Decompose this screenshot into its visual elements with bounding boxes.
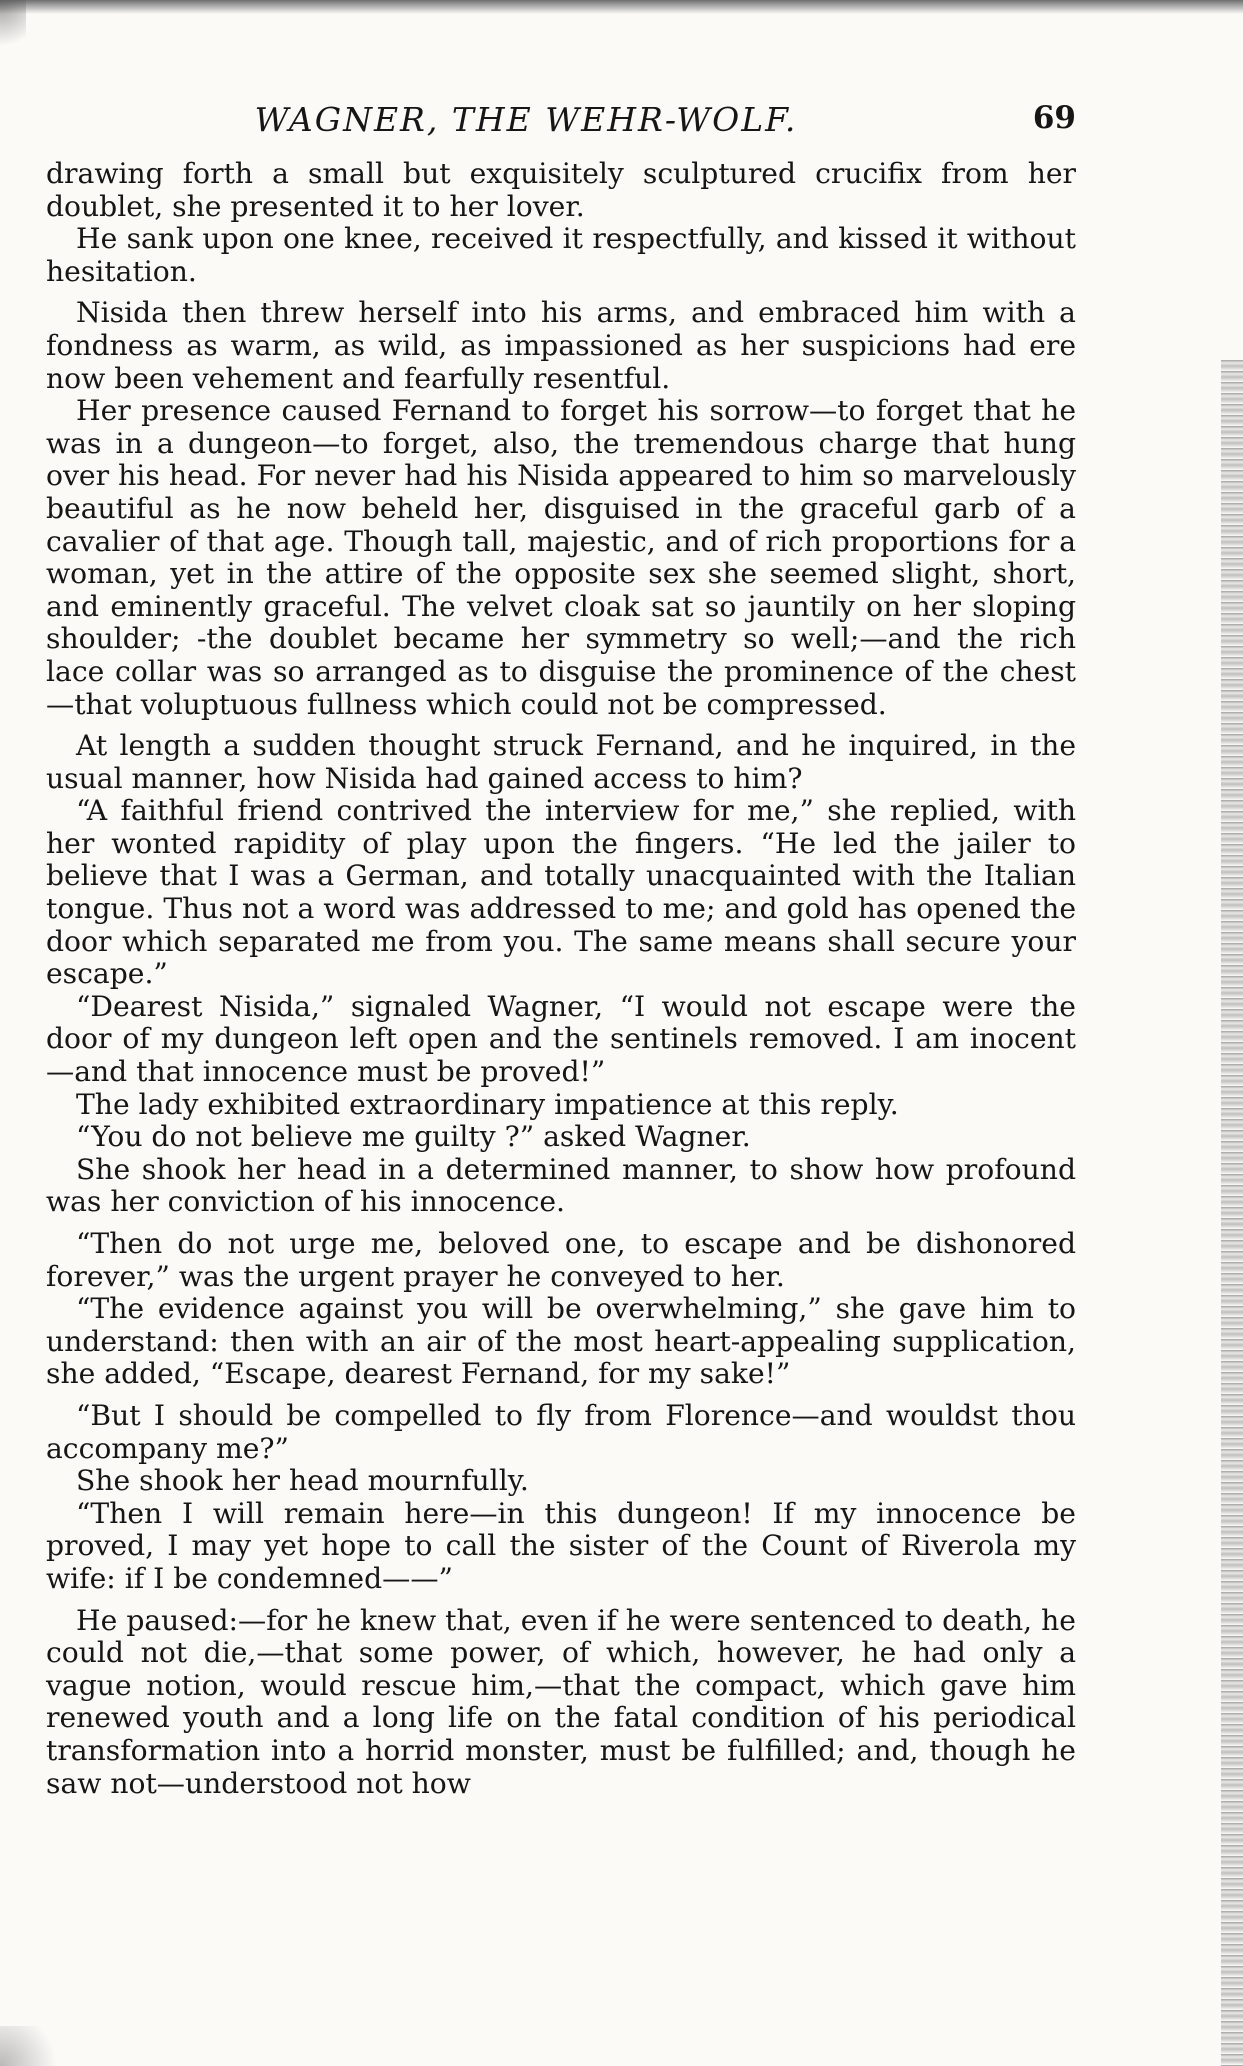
paragraph: At length a sudden thought struck Fernand, and he inquired, in the usual manner, how Nisida had gained access to him? xyxy=(46,729,1076,795)
running-title: WAGNER, THE WEHR-WOLF. xyxy=(254,100,798,139)
paragraph: He sank upon one knee, received it respectfully, and kissed it without hesitation. xyxy=(46,222,1076,288)
paragraph: “You do not believe me guilty ?” asked Wagner. xyxy=(76,1120,751,1154)
paragraph: The lady exhibited extraordinary impatience at this reply. xyxy=(76,1087,899,1121)
paragraph: Her presence caused Fernand to forget his sorrow—to forget that he was in a dungeon—to forget, also, the tremendous charge that hung over his head. For never had his Nisida appeared to him so marvelously beautiful as he now beheld her, disguised in the graceful garb of a cavalier of that age. Though tall, majestic, and of rich proportions for a woman, yet in the attire of the opposite sex she seemed slight, short, and eminently graceful. The velvet cloak sat so jauntily on her sloping shoulder; -the doublet became her symmetry so well;—and the rich lace collar was so arranged as to disguise the prominence of the chest—that voluptuous fullness which could not be compressed. xyxy=(46,394,1076,721)
paragraph: “Dearest Nisida,” signaled Wagner, “I would not escape were the door of my dungeon left open and the sentinels removed. I am inocent—and that innocence must be proved!” xyxy=(46,989,1076,1089)
paragraph: Nisida then threw herself into his arms, and embraced him with a fondness as warm, as wild, as impassioned as her suspicions had ere now been vehement and fearfully resentful. xyxy=(46,296,1076,395)
page-number: 69 xyxy=(1032,100,1076,136)
scan-edge-right xyxy=(1221,360,1243,2066)
paragraph: He paused:—for he knew that, even if he were sentenced to death, he could not die,—that some power, of which, however, he had only a vague notion, would rescue him,—that the compact, which gave him renewed youth and a long life on the fatal condition of his periodical transformation into a horrid monster, must be fulfilled; and, though he saw not—understood not how xyxy=(46,1603,1076,1800)
scan-edge-corner xyxy=(0,0,26,60)
running-header xyxy=(46,100,1076,158)
paragraph: She shook her head mournfully. xyxy=(76,1464,529,1498)
paragraph: “Then I will remain here—in this dungeon! If my innocence be proved, I may yet hope to call the sister of the Count of Riverola my wife: if I be condemned——” xyxy=(46,1496,1076,1595)
paragraph: “A faithful friend contrived the interview for me,” she replied, with her wonted rapidity of play upon the fingers. “He led the jailer to believe that I was a German, and totally unacquainted with the Italian tongue. Thus not a word was addressed to me; and gold has opened the door which separated me from you. The same means shall secure your escape.” xyxy=(46,794,1076,991)
paragraph: “But I should be compelled to fly from Florence—and wouldst thou accompany me?” xyxy=(46,1398,1076,1465)
paragraph: She shook her head in a determined manner, to show how profound was her conviction of his innocence. xyxy=(46,1152,1076,1219)
body-text xyxy=(46,158,1076,1800)
scan-edge-top xyxy=(0,0,1243,14)
book-page xyxy=(46,100,1076,1800)
paragraph: “Then do not urge me, beloved one, to escape and be dishonored forever,” was the urgent prayer he conveyed to her. xyxy=(46,1227,1076,1293)
paragraph: drawing forth a small but exquisitely sculptured crucifix from her doublet, she presented it to her lover. xyxy=(46,157,1076,223)
paragraph: “The evidence against you will be overwhelming,” she gave him to understand: then with an air of the most heart-appealing supplication, she added, “Escape, dearest Fernand, for my sake!” xyxy=(46,1292,1076,1391)
scan-edge-corner xyxy=(0,2026,70,2066)
